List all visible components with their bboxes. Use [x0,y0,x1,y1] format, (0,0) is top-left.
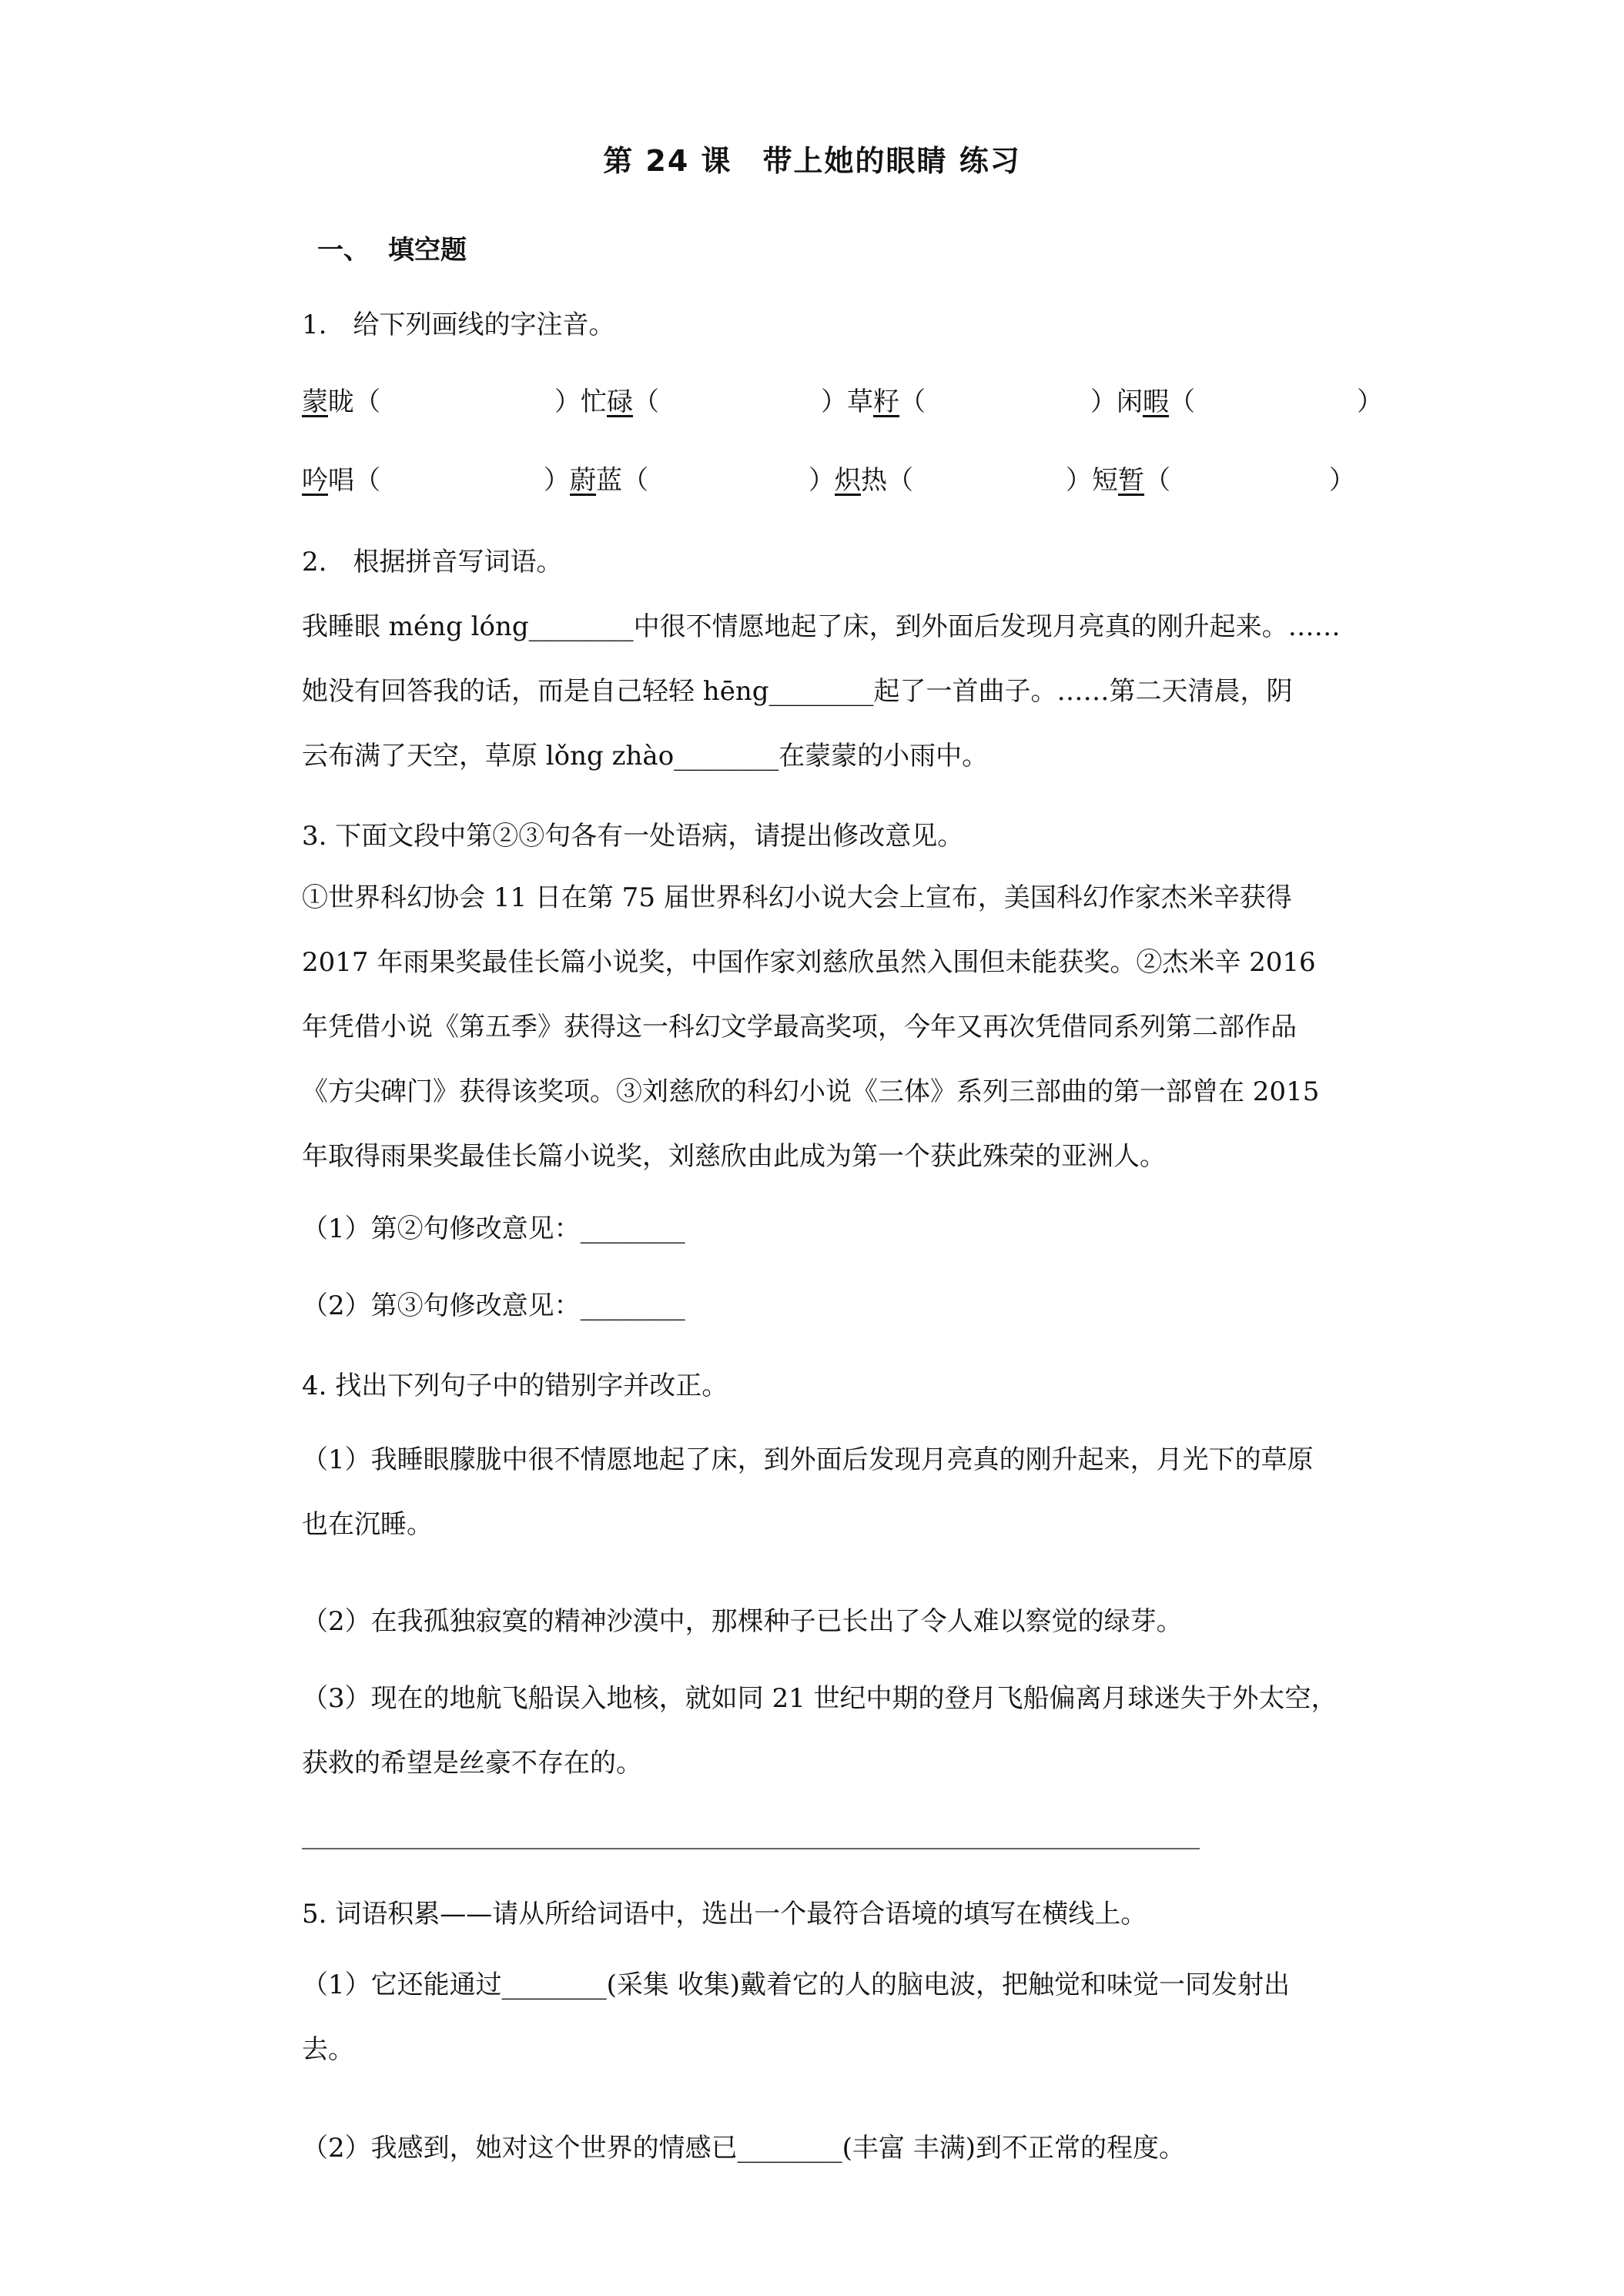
q5-prompt: 5. 词语积累——请从所给词语中，选出一个最符合语境的填写在横线上。 [302,1899,1147,1930]
item-text: 短 [1092,465,1118,496]
underlined-char: 吟 [302,465,328,496]
underlined-char: 炽 [835,465,861,496]
q2-line: 她没有回答我的话，而是自己轻轻 hēng________起了一首曲子。……第二天清晨，阴 [302,676,1293,707]
underlined-char: 碌 [607,387,633,417]
section-number: 一、 [317,235,370,266]
q4-sentence-2: （2）在我孤独寂寞的精神沙漠中，那棵种子已长出了令人难以察觉的绿芽。 [302,1606,1183,1637]
item-text: 唱（ [328,465,380,496]
q2-text [302,594,1380,788]
q3-line: ①世界科幻协会 11 日在第 75 届世界科幻小说大会上宣布，美国科幻作家杰米辛获得 [302,882,1292,913]
q1-item [302,387,380,417]
item-text: 眬（ [328,387,380,417]
section-heading [317,229,467,266]
item-text: 蓝（ [596,465,648,496]
q4-sentence-1 [302,1427,1380,1557]
bracket-close: ） [1090,387,1117,417]
q3-line: 年凭借小说《第五季》获得这一科幻文学最高奖项，今年又再次凭借同系列第二部作品 [302,1012,1297,1043]
section-title: 填空题 [388,235,467,266]
q1-item [809,465,913,496]
q3-passage [302,865,1380,1189]
q4-prompt: 4. 找出下列句子中的错别字并改正。 [302,1371,728,1401]
item-text: （ [633,387,659,417]
item-text: 忙 [581,387,607,417]
q4-line: （1）我睡眼朦胧中很不情愿地起了床，到外面后发现月亮真的刚升起来，月光下的草原 [302,1444,1314,1475]
q5-line: （1）它还能通过________(采集 收集)戴着它的人的脑电波，把触觉和味觉一同发射出 [302,1970,1290,2000]
bracket-close: ） [1066,465,1092,496]
q1-item [1090,387,1195,417]
q4-line: 也在沉睡。 [302,1509,433,1540]
q2-line: 我睡眼 méng lóng________中很不情愿地起了床，到外面后发现月亮真的刚升起来。…… [302,611,1341,642]
item-text: （ [1144,465,1170,496]
q2-line: 云布满了天空，草原 lǒng zhào________在蒙蒙的小雨中。 [302,741,989,771]
q4-sentence-3 [302,1666,1380,1796]
bracket-close: ） [544,465,570,496]
item-text: （ [1169,387,1195,417]
page-title: 第 24 课 带上她的眼睛 练习 [603,144,1021,178]
underlined-char: 暇 [1143,387,1169,417]
q1-item [1066,465,1170,496]
q5-line: 去。 [302,2034,354,2065]
item-text: 热（ [861,465,913,496]
answer-line [302,1848,1200,1849]
bracket-close: ） [1329,465,1355,496]
q3-line: 2017 年雨果奖最佳长篇小说奖，中国作家刘慈欣虽然入围但未能获奖。②杰米辛 2016 [302,947,1316,978]
q3-line: 年取得雨果奖最佳长篇小说奖，刘慈欣由此成为第一个获此殊荣的亚洲人。 [302,1141,1166,1172]
q1-item [302,465,380,496]
underlined-char: 蔚 [570,465,596,496]
bracket-close: ） [821,387,847,417]
q3-sub-1: （1）第②句修改意见：________ [302,1213,685,1244]
bracket-close: ） [809,465,835,496]
q4-line: （3）现在的地航飞船误入地核，就如同 21 世纪中期的登月飞船偏离月球迷失于外太空， [302,1683,1338,1714]
item-text: 草 [847,387,873,417]
q1-item [821,387,926,417]
q3-sub-2: （2）第③句修改意见：________ [302,1290,685,1321]
underlined-char: 蒙 [302,387,328,417]
q1-item [544,465,648,496]
q1-item [554,387,659,417]
q5-sentence-2: （2）我感到，她对这个世界的情感已________(丰富 丰满)到不正常的程度。 [302,2133,1185,2164]
item-text: 闲 [1117,387,1143,417]
item-text: （ [899,387,926,417]
q4-line: 获救的希望是丝豪不存在的。 [302,1748,642,1779]
q2-prompt: 2. 根据拼音写词语。 [302,547,563,577]
q1-prompt: 1. 给下列画线的字注音。 [302,310,615,340]
underlined-char: 暂 [1118,465,1144,496]
q3-line: 《方尖碑门》获得该奖项。③刘慈欣的科幻小说《三体》系列三部曲的第一部曾在 2015 [302,1076,1320,1107]
bracket-close: ） [554,387,581,417]
q5-sentence-1 [302,1953,1380,2082]
q3-prompt: 3. 下面文段中第②③句各有一处语病，请提出修改意见。 [302,821,964,852]
underlined-char: 籽 [873,387,899,417]
bracket-close: ） [1357,387,1383,417]
